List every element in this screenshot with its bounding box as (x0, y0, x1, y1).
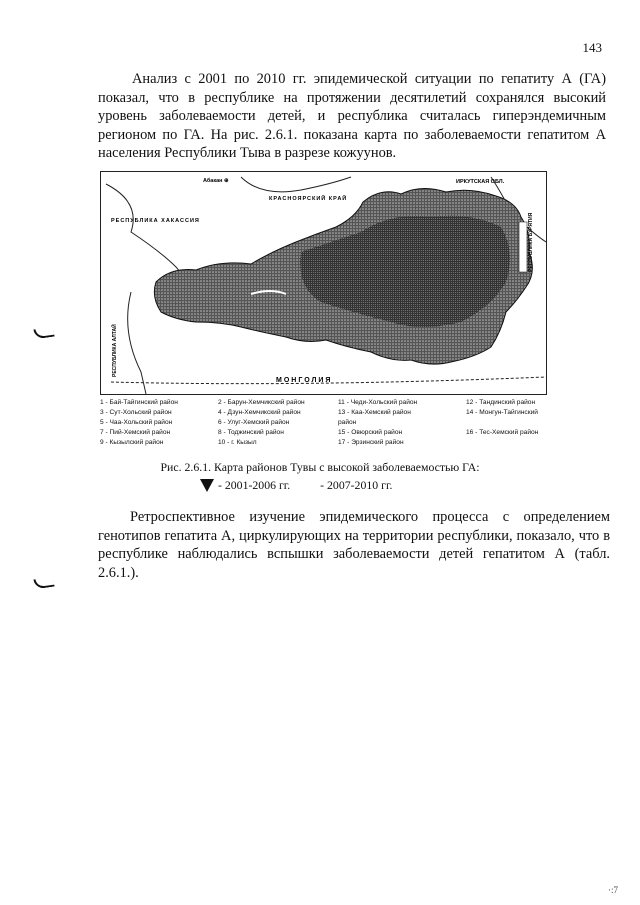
legend-item: 15 - Овюрский район (338, 429, 403, 436)
margin-mark-icon (33, 577, 54, 590)
tuva-map (100, 171, 547, 395)
map-label-irkutsk: ИРКУТСКАЯ ОБЛ. (456, 179, 505, 185)
map-label-mongolia: МОНГОЛИЯ (276, 377, 333, 384)
figure-caption-periods (200, 478, 392, 493)
legend-item (466, 418, 538, 428)
map-label-khakassia: РЕСПУБЛИКА ХАКАССИЯ (111, 218, 200, 224)
legend-item: 10 - г. Кызыл (218, 439, 257, 446)
paragraph-intro: Анализ с 2001 по 2010 гг. эпидемической ситуации по гепатиту А (ГА) показал, что в республике на протяжении десятилетий сохранялся высокий уровень заболеваемости детей, и республика считалась гиперэндемичным регионом по ГА. На рис. 2.6.1. показана карта по заболеваемости гепатитом А населения Республики Тыва в разрезе кожуунов. (98, 71, 606, 162)
legend-item: 8 - Тоджинский район (218, 429, 284, 436)
legend-column-2 (218, 398, 305, 448)
corner-mark: ·:7 (608, 885, 618, 895)
legend-column-1 (100, 398, 178, 448)
map-label-buryatia: РЕСПУБЛИКА БУРЯТИЯ (528, 212, 534, 272)
legend-item: 4 - Дзун-Хемчикский район (218, 409, 301, 416)
legend-item: 5 - Чаа-Хольский район (100, 419, 173, 426)
legend-column-3 (338, 398, 417, 448)
period-2: - 2007-2010 гг. (320, 478, 393, 492)
paragraph-retrospective: Ретроспективное изучение эпидемического процесса с определением генотипов гепатита А, циркулирующих на территории республики, показало, что в республике наблюдались вспышки заболеваемости детей гепатитом А (табл. 2.6.1.). (98, 509, 610, 581)
legend-column-4 (466, 398, 538, 438)
border-line (241, 177, 351, 192)
legend-item: 14 - Монгун-Тайгинский (466, 409, 538, 416)
legend-item: 11 - Чеди-Хольский район (338, 399, 418, 406)
legend-item: 7 - Пий-Хемский район (100, 429, 171, 436)
legend-item: 2 - Барун-Хемчикский район (218, 399, 305, 406)
buryatia-strip (519, 222, 527, 272)
legend-item: 13 - Каа-Хемский район (338, 409, 411, 416)
period-1: - 2001-2006 гг. (218, 478, 291, 492)
map-label-krasnoyarsk (269, 194, 347, 202)
legend-item: 1 - Бай-Тайгинский район (100, 399, 178, 406)
legend-item: 12 - Тандинский район (466, 399, 536, 406)
figure-caption: Рис. 2.6.1. Карта районов Тувы с высокой заболеваемостью ГА: (160, 460, 480, 474)
legend-item: 3 - Сут-Хольский район (100, 409, 172, 416)
map-label-abakan: Абакан ⊕ (203, 178, 229, 184)
map-label-krasnoyarsk-text: КРАСНОЯРСКИЙ КРАЙ (269, 196, 348, 202)
page-number: 143 (582, 40, 602, 55)
margin-mark-icon (33, 327, 54, 340)
triangle-down-icon (200, 479, 214, 492)
legend-item: район (338, 419, 357, 426)
legend-item: 16 - Тес-Хемский район (466, 429, 539, 436)
border-line (128, 292, 146, 394)
map-label-altai: РЕСПУБЛИКА АЛТАЙ (112, 324, 118, 377)
legend-item: 9 - Кызылский район (100, 439, 164, 446)
legend-item: 6 - Улуг-Хемский район (218, 419, 290, 426)
legend-item: 17 - Эрзинский район (338, 439, 404, 446)
